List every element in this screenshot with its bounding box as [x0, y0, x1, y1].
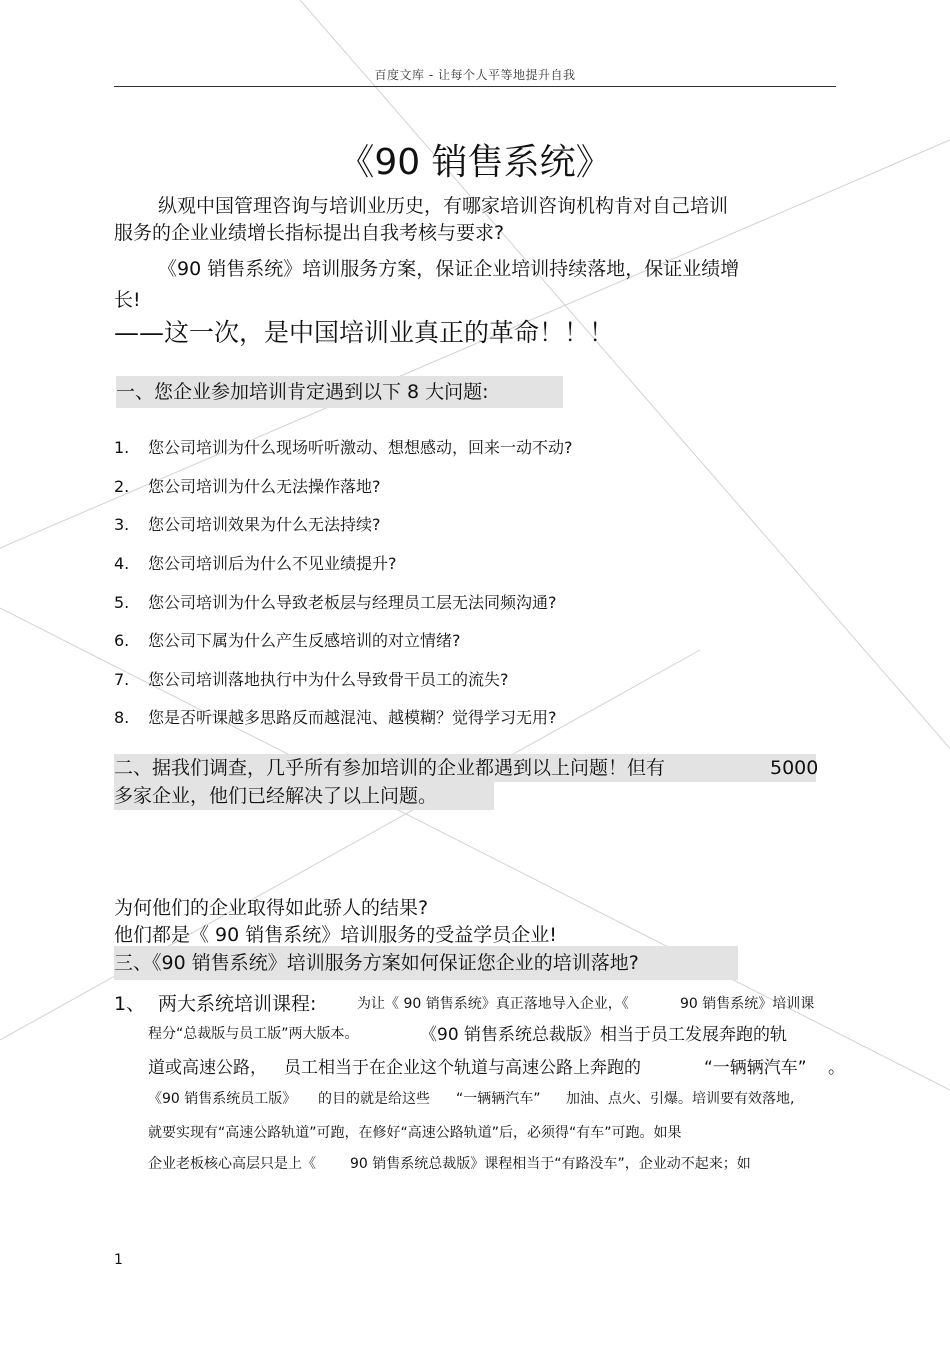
section-3-text: 员工相当于在企业这个轨道与高速公路上奔跑的 — [284, 1058, 641, 1078]
section-3-text: 90 销售系统》培训课 — [680, 996, 815, 1012]
revolution-slogan: ——这一次，是中国培训业真正的革命！！！ — [114, 318, 615, 347]
header-divider — [114, 86, 836, 87]
section-3-text: 的目的就是给这些 — [318, 1091, 430, 1107]
section-3-text: 程分“总裁版与员工版”两大版本。 — [148, 1026, 359, 1042]
section-1-heading: 一、您企业参加培训肯定遇到以下 8 大问题: — [116, 376, 563, 408]
list-text: 您公司培训为什么现场听听激动、想想感动，回来一动不动? — [148, 438, 573, 457]
list-text: 您公司培训为什么无法操作落地? — [148, 477, 381, 496]
section-3-item-1-label: 两大系统培训课程: — [158, 993, 317, 1015]
list-item — [114, 705, 557, 728]
section-3-heading: 三、《90 销售系统》培训服务方案如何保证您企业的培训落地? — [114, 946, 738, 980]
list-item — [114, 590, 557, 613]
section-3-text: 为让《 90 销售系统》真正落地导入企业，《 — [357, 996, 629, 1012]
section-3-text: 道或高速公路， — [148, 1058, 267, 1078]
list-number: 2. — [114, 477, 130, 496]
why-line-1: 为何他们的企业取得如此骄人的结果? — [114, 897, 429, 919]
list-number: 4. — [114, 554, 130, 573]
list-text: 您公司培训后为什么不见业绩提升? — [148, 554, 397, 573]
list-number: 6. — [114, 631, 130, 650]
section-2-count: 5000 — [770, 757, 819, 779]
page-number: 1 — [114, 1252, 123, 1268]
list-text: 您公司培训落地执行中为什么导致骨干员工的流失? — [148, 670, 509, 689]
list-item — [114, 474, 381, 497]
list-text: 您公司培训为什么导致老板层与经理员工层无法同频沟通? — [148, 593, 557, 612]
list-text: 您是否听课越多思路反而越混沌、越模糊？觉得学习无用? — [148, 708, 557, 727]
why-line-2: 他们都是《 90 销售系统》培训服务的受益学员企业! — [114, 924, 557, 946]
section-3-text: 企业老板核心高层只是上《 — [148, 1156, 316, 1172]
list-item — [114, 435, 573, 458]
list-number: 3. — [114, 515, 130, 534]
section-3-text: 加油、点火、引爆。培训要有效落地, — [566, 1091, 795, 1107]
section-2-line-1 — [114, 754, 819, 782]
list-text: 您公司下属为什么产生反感培训的对立情绪? — [148, 631, 461, 650]
list-number: 8. — [114, 708, 130, 727]
list-number: 1. — [114, 438, 130, 457]
section-3-text: “一辆辆汽车” — [704, 1058, 807, 1078]
list-item — [114, 628, 461, 651]
section-3-text: 。 — [828, 1058, 845, 1078]
section-3-item-1-number: 1、 — [114, 993, 146, 1015]
intro-line-2: 服务的企业业绩增长指标提出自我考核与要求? — [114, 222, 505, 244]
page-header: 百度文库 - 让每个人平等地提升自我 — [374, 68, 576, 82]
section-3-text: “一辆辆汽车” — [456, 1091, 541, 1107]
section-3-text: 90 销售系统总裁版》课程相当于“有路没车”，企业动不起来；如 — [350, 1156, 751, 1172]
list-number: 5. — [114, 593, 130, 612]
list-text: 您公司培训效果为什么无法持续? — [148, 515, 381, 534]
section-3-text: 《90 销售系统员工版》 — [148, 1091, 297, 1107]
intro-line-4: 长! — [114, 289, 141, 311]
list-number: 7. — [114, 670, 130, 689]
list-item — [114, 551, 397, 574]
intro-line-1: 纵观中国管理咨询与培训业历史，有哪家培训咨询机构肯对自己培训 — [158, 195, 729, 217]
section-2-line-2: 多家企业，他们已经解决了以上问题。 — [114, 782, 494, 810]
list-item — [114, 512, 381, 535]
section-3-text: 《90 销售系统总裁版》相当于员工发展奔跑的轨 — [420, 1025, 788, 1045]
document-title: 《90 销售系统》 — [338, 142, 612, 183]
section-3-text: 就要实现有“高速公路轨道”可跑，在修好“高速公路轨道”后，必须得“有车”可跑。如果 — [148, 1125, 682, 1141]
list-item — [114, 667, 509, 690]
section-2-text: 二、据我们调查，几乎所有参加培训的企业都遇到以上问题！但有 — [114, 757, 666, 779]
intro-line-3: 《90 销售系统》培训服务方案，保证企业培训持续落地，保证业绩增 — [158, 258, 740, 280]
